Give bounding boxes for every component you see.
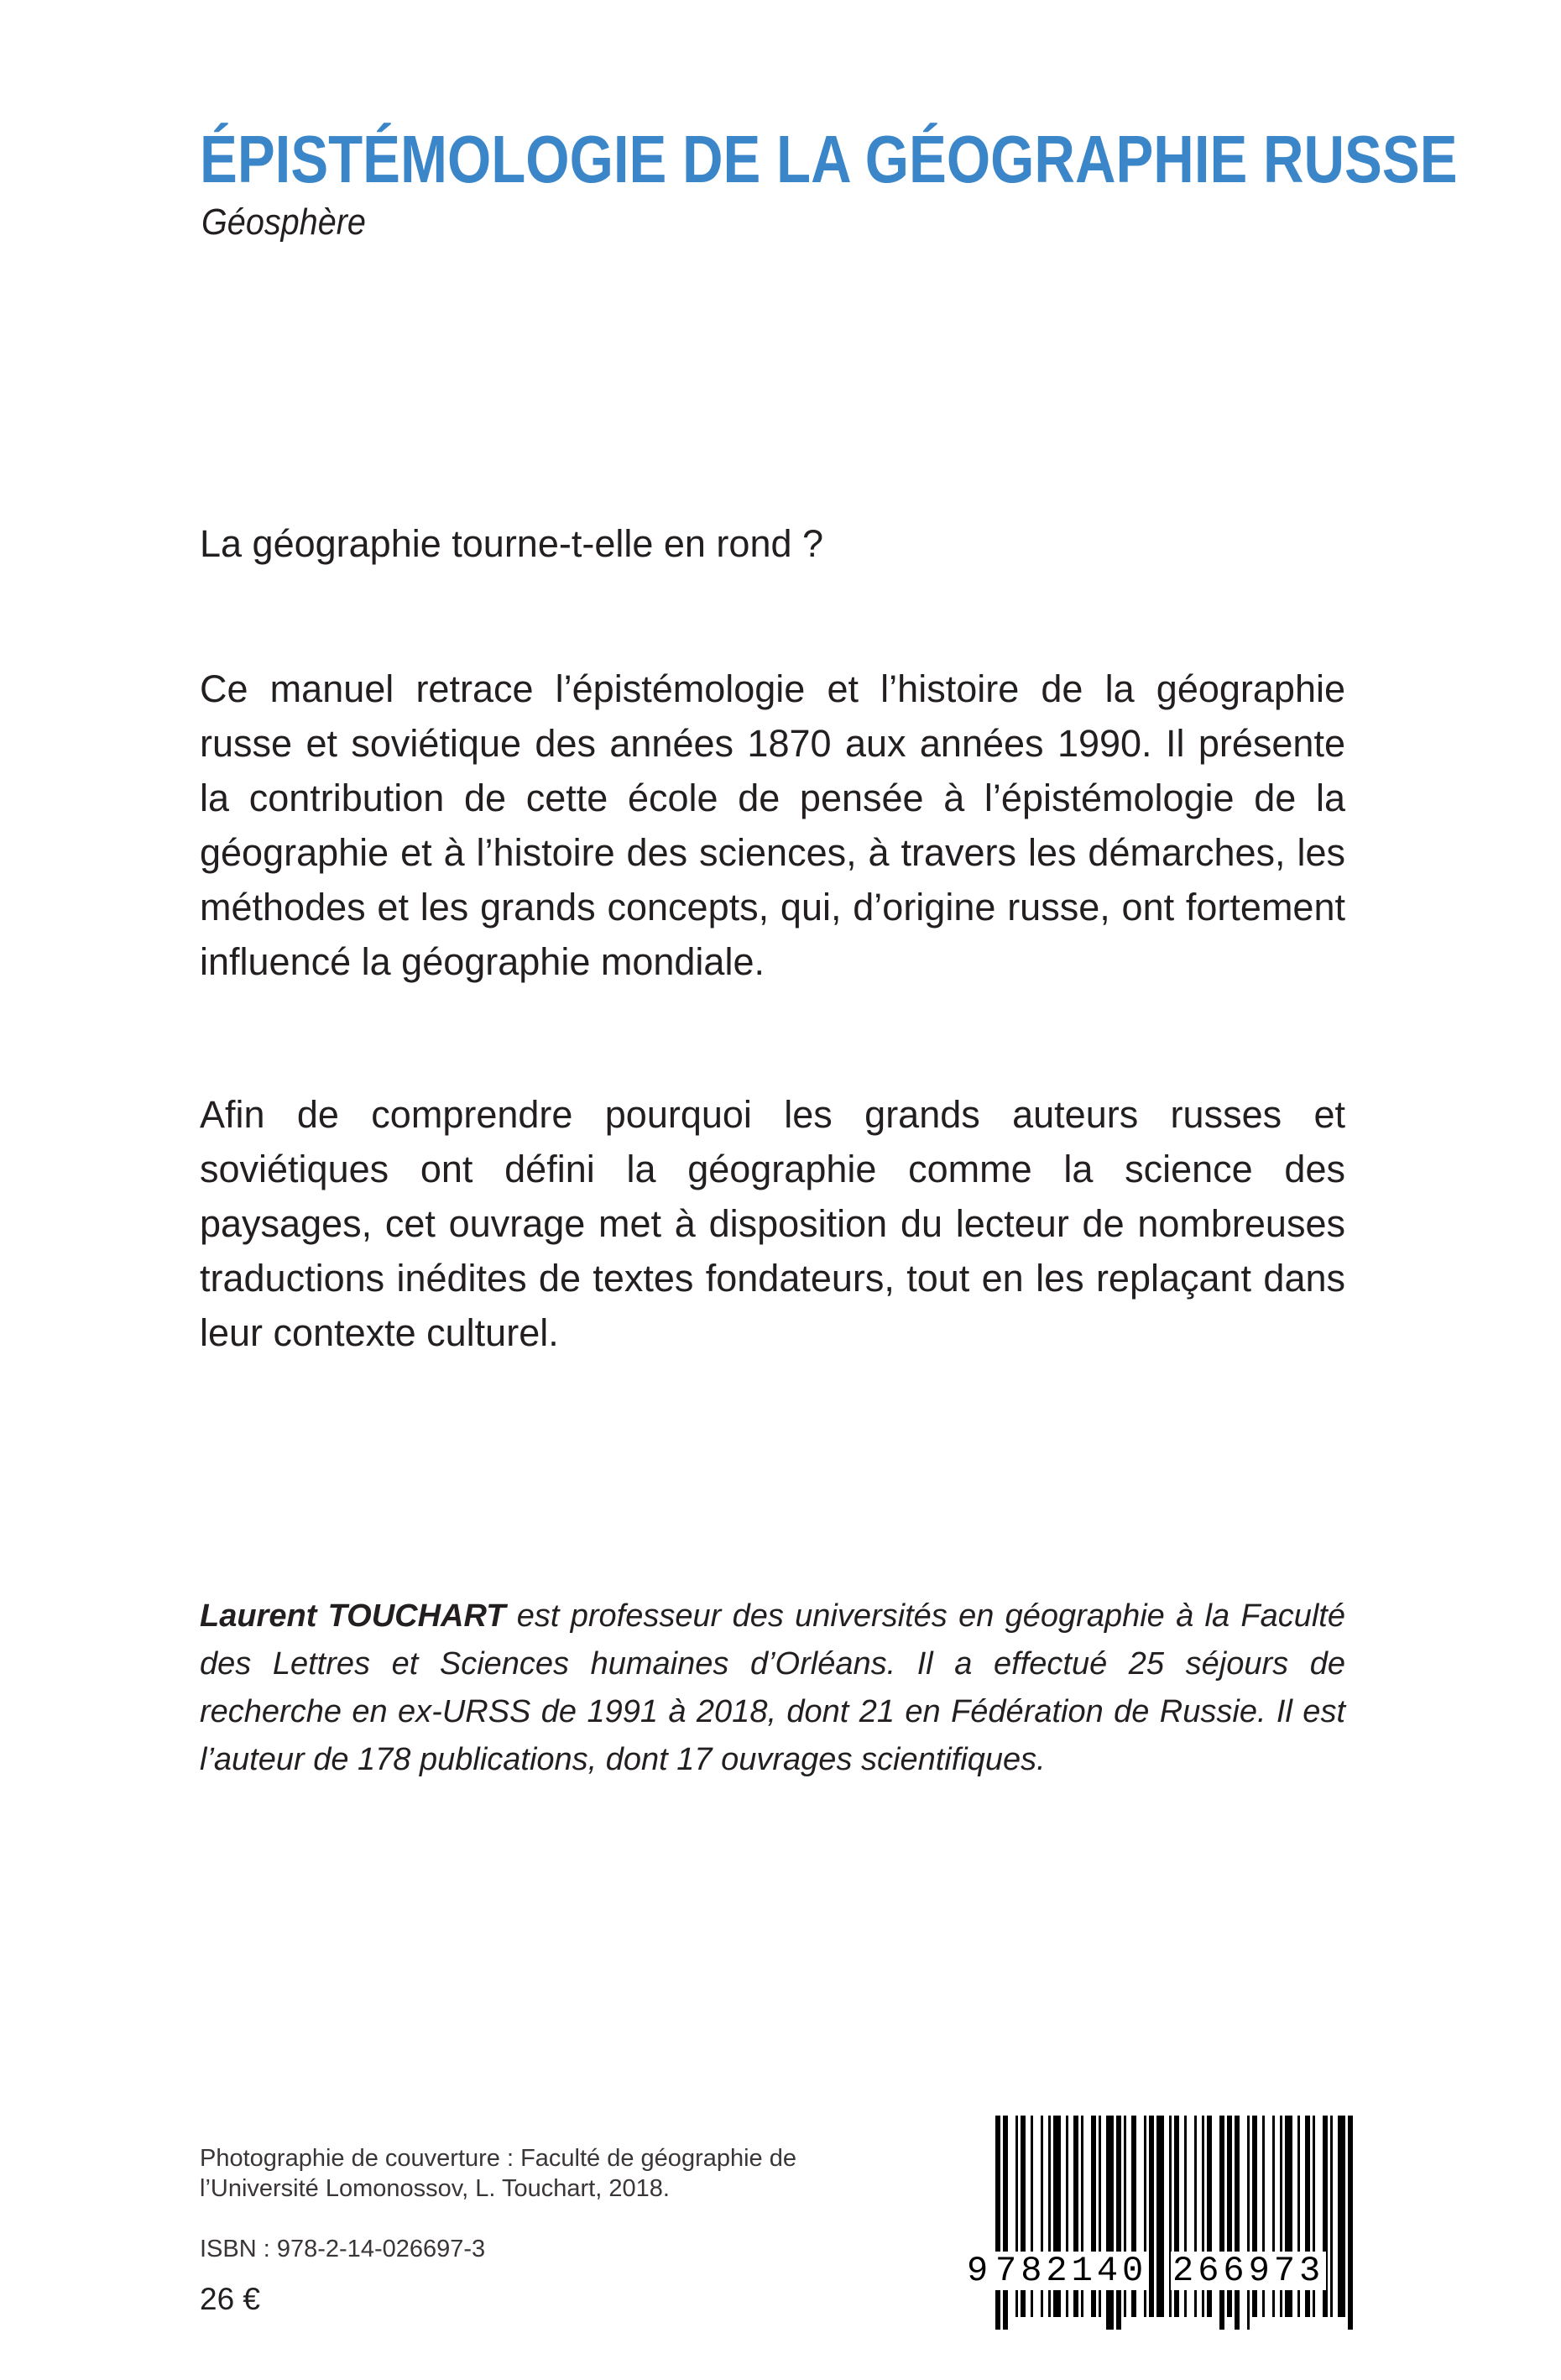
summary-paragraph-1: Ce manuel retrace l’épistémologie et l’histoire de la géographie russe et soviétique des années 1870 aux années 1990. Il présente la contribution de cette école de pensée à l’épistémologie de la géographie et à l’histoire des sciences, à travers les démarches, les méthodes et les grands concepts, qui, d’origine russe, ont fortement influencé la géographie mondiale. bbox=[200, 667, 1345, 983]
barcode-bar bbox=[1348, 2116, 1353, 2330]
barcode-digits-left: 782140 bbox=[995, 2251, 1148, 2291]
barcode-bar bbox=[1235, 2116, 1240, 2330]
barcode-digits-right: 266973 bbox=[1172, 2251, 1325, 2291]
book-title: ÉPISTÉMOLOGIE DE LA GÉOGRAPHIE RUSSE bbox=[200, 122, 1458, 196]
barcode-digit-first: 9 bbox=[967, 2251, 993, 2291]
isbn: ISBN : 978-2-14-026697-3 bbox=[200, 2236, 486, 2262]
barcode-bar bbox=[1106, 2116, 1114, 2330]
barcode-bar bbox=[1003, 2116, 1008, 2330]
author-bio-text: est professeur des universités en géographie à la Faculté des Lettres et Sciences humaines d’Orléans. Il a effectué 25 séjours de recherche en ex-URSS de 1991 à 2018, dont 21 en Fédération de Russie. Il est l’auteur de 178 publications, dont 17 ouvrages scientifiques. bbox=[200, 1598, 1345, 1777]
author-name: Laurent TOUCHART bbox=[200, 1598, 506, 1634]
barcode bbox=[965, 2116, 1360, 2334]
barcode-bar bbox=[1247, 2116, 1250, 2330]
series-name: Géosphère bbox=[201, 201, 366, 243]
barcode-bar bbox=[1116, 2116, 1121, 2330]
barcode-bar bbox=[1219, 2116, 1224, 2330]
price: 26 € bbox=[200, 2282, 261, 2316]
photo-credit: Photographie de couverture : Faculté de géographie de l’Université Lomonossov, L. Touchart, 2018. bbox=[200, 2145, 796, 2202]
summary-paragraph-2: Afin de comprendre pourquoi les grands auteurs russes et soviétiques ont défini la géographie comme la science des paysages, cet ouvrage met à disposition du lecteur de nombreuses traductions inédites de textes fondateurs, tout en les replaçant dans leur contexte culturel. bbox=[200, 1093, 1345, 1354]
barcode-bar bbox=[995, 2116, 1000, 2330]
barcode-digits bbox=[965, 2252, 1360, 2294]
author-bio bbox=[200, 1593, 1345, 1784]
tagline-question: La géographie tourne-t-elle en rond ? bbox=[200, 522, 824, 565]
